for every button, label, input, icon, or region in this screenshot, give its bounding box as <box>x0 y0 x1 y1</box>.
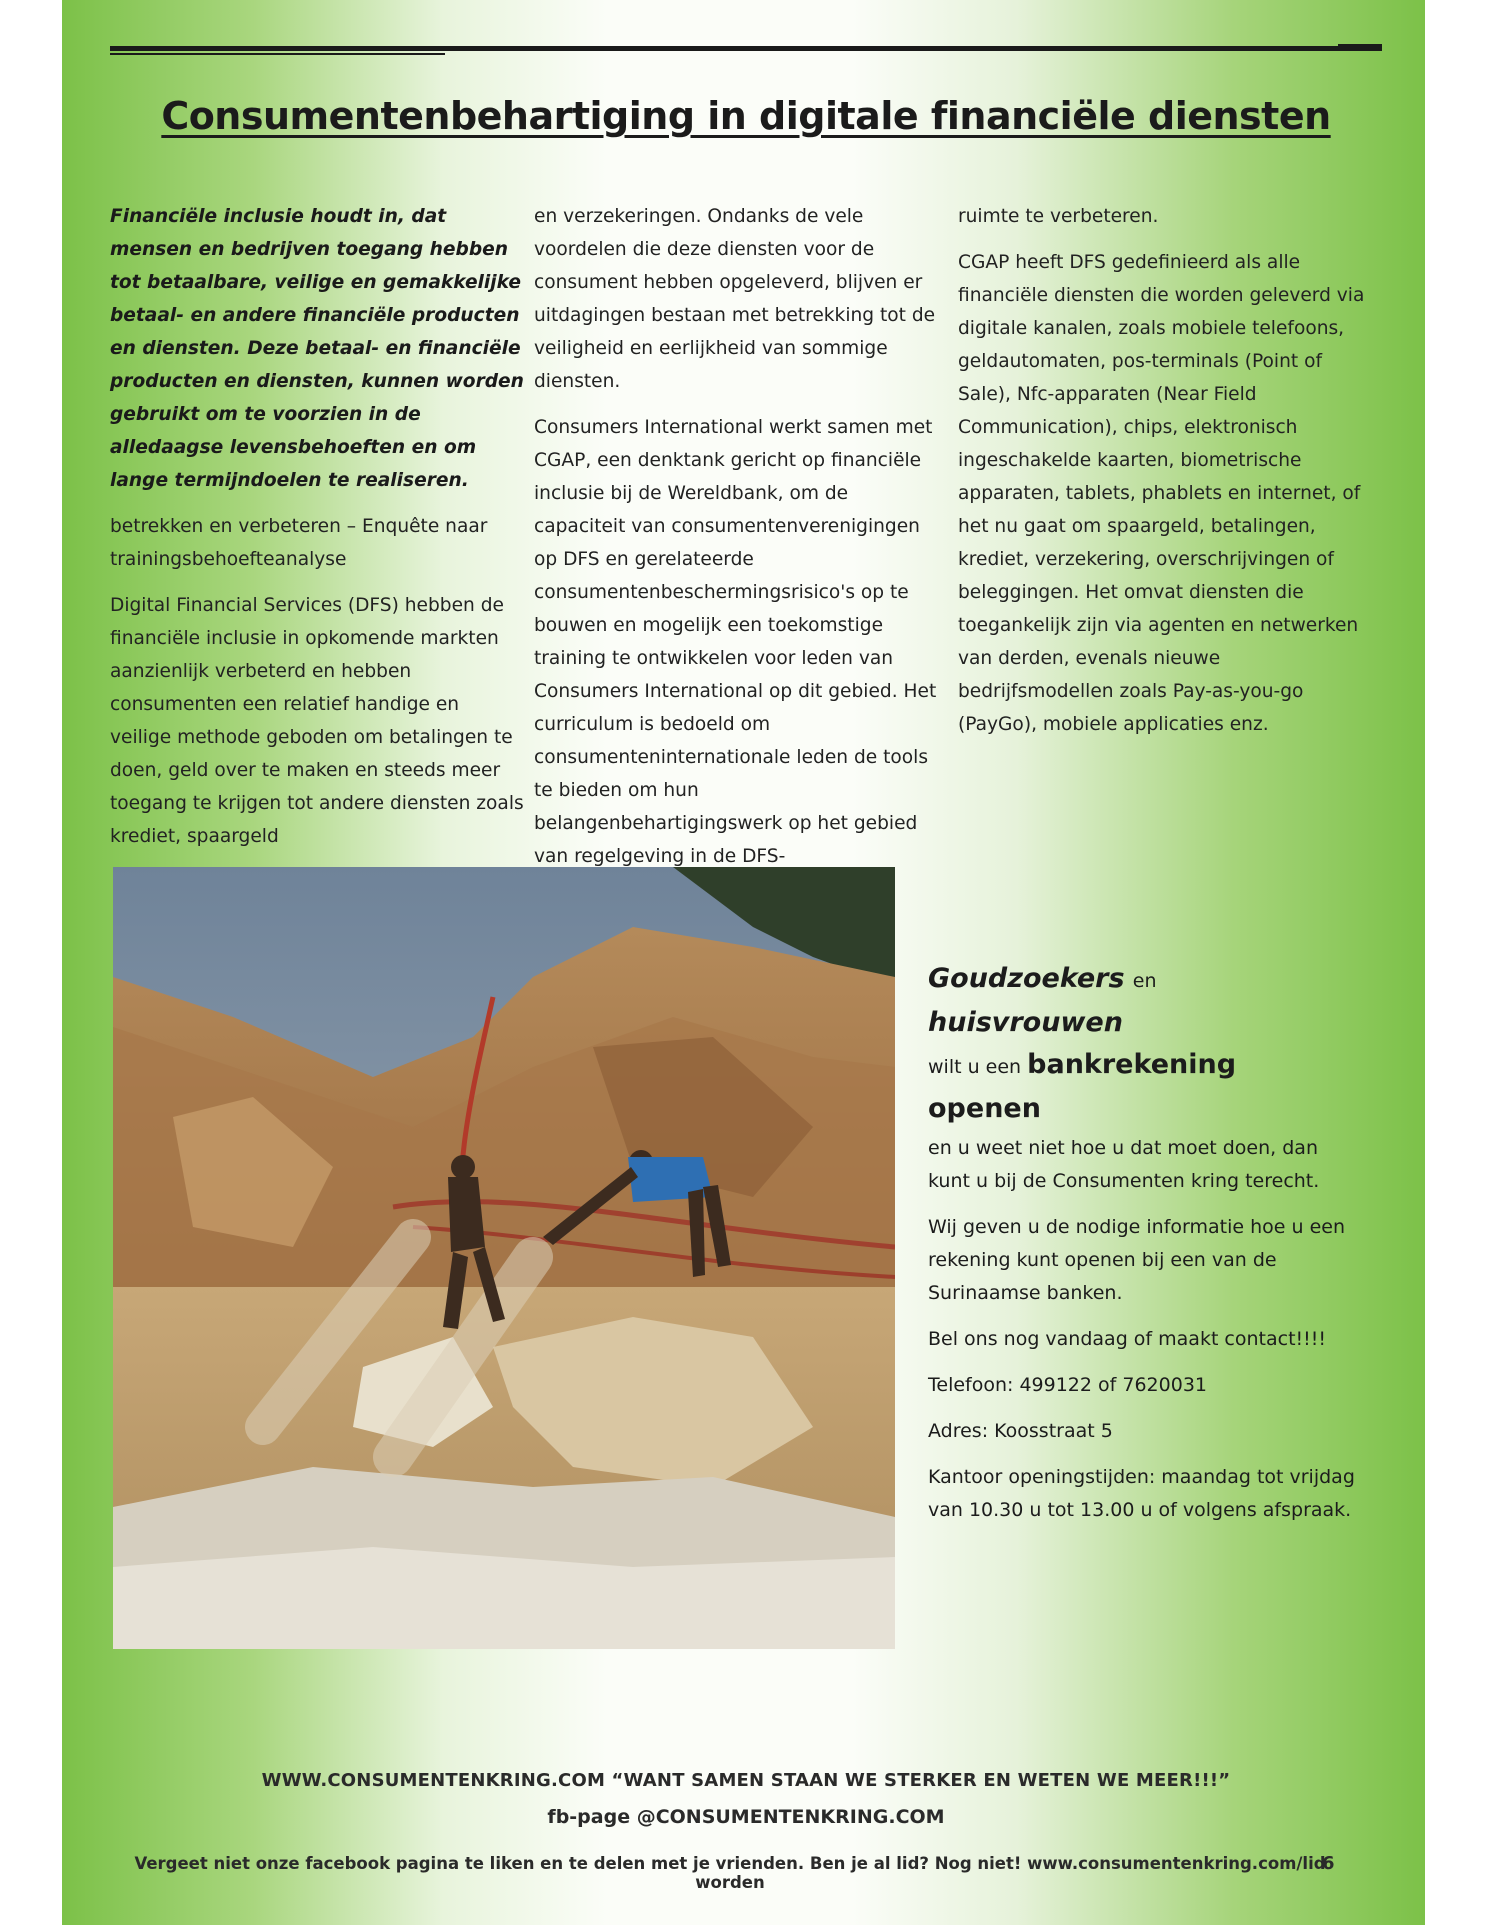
top-rule-accent-right <box>1338 44 1382 46</box>
ad-headline-word: Goudzoekers <box>928 963 1125 994</box>
page-margin-right <box>1425 0 1488 1925</box>
paragraph: ruimte te verbeteren. <box>958 206 1159 227</box>
paragraph: Digital Financial Services (DFS) hebben de financiële inclusie in opkomende markten aanzienlijk verbeterd en hebben consumenten een relatief handige en veilige methode geboden om betalingen te doen, geld over te maken en steeds meer toegang te krijgen tot andere diensten zoals krediet, spaargeld <box>110 595 524 847</box>
footer-slogan: WWW.CONSUMENTENKRING.COM “WANT SAMEN STAAN WE STERKER EN WETEN WE MEER!!!” <box>261 1770 1231 1791</box>
page-number: 6 <box>1322 1853 1335 1874</box>
ad-phone: Telefoon: 499122 of 7620031 <box>928 1374 1207 1396</box>
ad-subheadline-emphasis: bankrekening openen <box>928 1049 1237 1124</box>
lead-paragraph: Financiële inclusie houdt in, dat mensen en bedrijven toegang hebben tot betaalbare, veilige en gemakkelijke betaal- en andere financiële producten en diensten. Deze betaal- en financiële producten en diensten, kunnen worden gebruikt om te voorzien in de alledaagse levensbehoeften en om lange termijndoelen te realiseren. <box>110 206 524 491</box>
footer-note: Vergeet niet onze facebook pagina te liken en te delen met je vrienden. Ben je al lid? Nog niet! www.consumentenkring.com/lid worden <box>134 1854 1326 1892</box>
ad-address: Adres: Koosstraat 5 <box>928 1420 1113 1442</box>
ad-paragraph: en u weet niet hoe u dat moet doen, dan kunt u bij de Consumenten kring terecht. <box>928 1137 1320 1192</box>
ad-headline <box>928 958 1358 1044</box>
paragraph: en verzekeringen. Ondanks de vele voordelen die deze diensten voor de consument hebben opgeleverd, blijven er uitdagingen bestaan met betrekking tot de veiligheid en eerlijkheid van sommige diensten. <box>534 206 936 392</box>
paragraph: betrekken en verbeteren – Enquête naar trainingsbehoefteanalyse <box>110 516 488 570</box>
article-title: Consumentenbehartiging in digitale financiële diensten <box>161 94 1331 138</box>
footer-facebook: fb-page @CONSUMENTENKRING.COM <box>547 1806 945 1828</box>
ad-subheadline-prefix: wilt u een <box>928 1056 1022 1078</box>
column-2 <box>534 200 944 886</box>
top-rule-accent <box>110 53 445 55</box>
gold-mining-photo <box>113 867 895 1649</box>
top-rule <box>110 46 1382 51</box>
ad-call-to-action: Bel ons nog vandaag of maakt contact!!!! <box>928 1328 1326 1350</box>
ad-headline-connector: en <box>1132 970 1157 992</box>
paragraph: Consumers International werkt samen met CGAP, een denktank gericht op financiële inclusie bij de Wereldbank, om de capaciteit van consumentenverenigingen op DFS en gerelateerde consumentenbeschermingsrisico's op te bouwen en mogelijk een toekomstige training te ontwikkelen voor leden van Consumers International op dit gebied. Het curriculum is bedoeld om consumenteninternationale leden de tools te bieden om hun belangenbehartigingswerk op het gebied van regelgeving in de DFS- <box>534 417 937 867</box>
column-1 <box>110 200 525 866</box>
ad-office-hours: Kantoor openingstijden: maandag tot vrijdag van 10.30 u tot 13.00 u of volgens afspraak. <box>928 1466 1355 1521</box>
photo-illustration <box>113 867 895 1649</box>
page-margin-left <box>0 0 62 1925</box>
column-3 <box>958 200 1373 754</box>
advertisement <box>928 958 1358 1540</box>
ad-headline-word: huisvrouwen <box>928 1007 1123 1038</box>
ad-subheadline <box>928 1044 1358 1132</box>
ad-paragraph: Wij geven u de nodige informatie hoe u een rekening kunt openen bij een van de Surinaamse banken. <box>928 1216 1346 1304</box>
paragraph: CGAP heeft DFS gedefinieerd als alle financiële diensten die worden geleverd via digitale kanalen, zoals mobiele telefoons, geldautomaten, pos-terminals (Point of Sale), Nfc-apparaten (Near Field Communication), chips, elektronisch ingeschakelde kaarten, biometrische apparaten, tablets, phablets en internet, of het nu gaat om spaargeld, betalingen, krediet, verzekering, overschrijvingen of beleggingen. Het omvat diensten die toegankelijk zijn via agenten en netwerken van derden, evenals nieuwe bedrijfsmodellen zoals Pay-as-you-go (PayGo), mobiele applicaties enz. <box>958 252 1365 735</box>
